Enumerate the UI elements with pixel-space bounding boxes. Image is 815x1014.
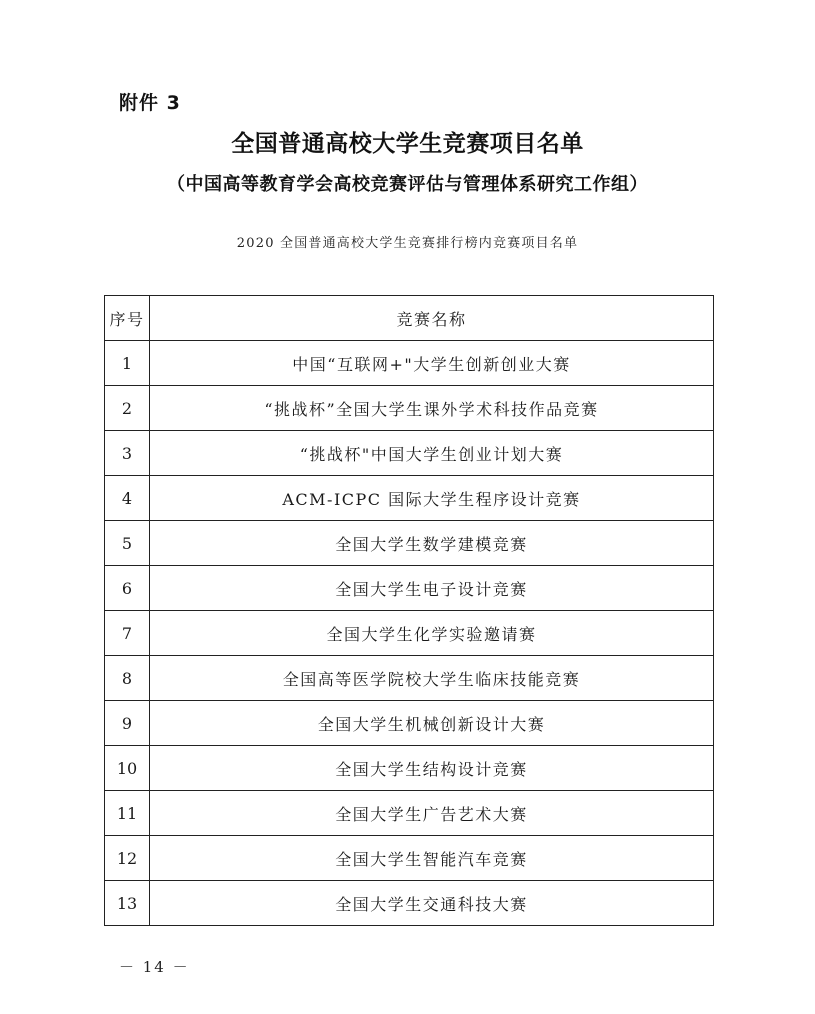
- page-title: 全国普通高校大学生竞赛项目名单: [231, 131, 584, 157]
- row-name: 全国大学生智能汽车竞赛: [150, 836, 714, 881]
- header-name: 竞赛名称: [150, 296, 714, 341]
- table-row: [105, 701, 714, 746]
- row-index: 1: [105, 341, 150, 386]
- row-name: 全国大学生交通科技大赛: [150, 881, 714, 926]
- row-index: 12: [105, 836, 150, 881]
- table-row: [105, 656, 714, 701]
- table-row: [105, 746, 714, 791]
- table-row: [105, 881, 714, 926]
- page-number: － 14 －: [119, 958, 190, 976]
- row-name: 全国大学生广告艺术大赛: [150, 791, 714, 836]
- table-row: [105, 836, 714, 881]
- row-name: ACM-ICPC 国际大学生程序设计竞赛: [150, 476, 714, 521]
- row-name: 全国大学生机械创新设计大赛: [150, 701, 714, 746]
- row-index: 6: [105, 566, 150, 611]
- table-row: [105, 341, 714, 386]
- row-index: 13: [105, 881, 150, 926]
- table-row: [105, 386, 714, 431]
- list-caption: 2020 全国普通高校大学生竞赛排行榜内竞赛项目名单: [236, 236, 579, 251]
- page-subtitle: （中国高等教育学会高校竞赛评估与管理体系研究工作组）: [167, 174, 648, 195]
- table-header-row: [105, 296, 714, 341]
- row-name: 全国高等医学院校大学生临床技能竞赛: [150, 656, 714, 701]
- header-index: 序号: [105, 296, 150, 341]
- row-index: 10: [105, 746, 150, 791]
- table-row: [105, 431, 714, 476]
- row-index: 4: [105, 476, 150, 521]
- row-index: 7: [105, 611, 150, 656]
- attachment-label: 附件 3: [119, 92, 181, 114]
- row-index: 11: [105, 791, 150, 836]
- row-name: “挑战杯”全国大学生课外学术科技作品竞赛: [150, 386, 714, 431]
- row-name: 全国大学生化学实验邀请赛: [150, 611, 714, 656]
- competition-table: [104, 295, 714, 926]
- row-index: 8: [105, 656, 150, 701]
- row-index: 3: [105, 431, 150, 476]
- table-row: [105, 791, 714, 836]
- row-index: 5: [105, 521, 150, 566]
- table-row: [105, 476, 714, 521]
- row-name: 中国“互联网+"大学生创新创业大赛: [150, 341, 714, 386]
- row-name: “挑战杯"中国大学生创业计划大赛: [150, 431, 714, 476]
- row-name: 全国大学生电子设计竞赛: [150, 566, 714, 611]
- row-index: 2: [105, 386, 150, 431]
- table-row: [105, 566, 714, 611]
- row-name: 全国大学生结构设计竞赛: [150, 746, 714, 791]
- table-row: [105, 521, 714, 566]
- row-index: 9: [105, 701, 150, 746]
- row-name: 全国大学生数学建模竞赛: [150, 521, 714, 566]
- table-row: [105, 611, 714, 656]
